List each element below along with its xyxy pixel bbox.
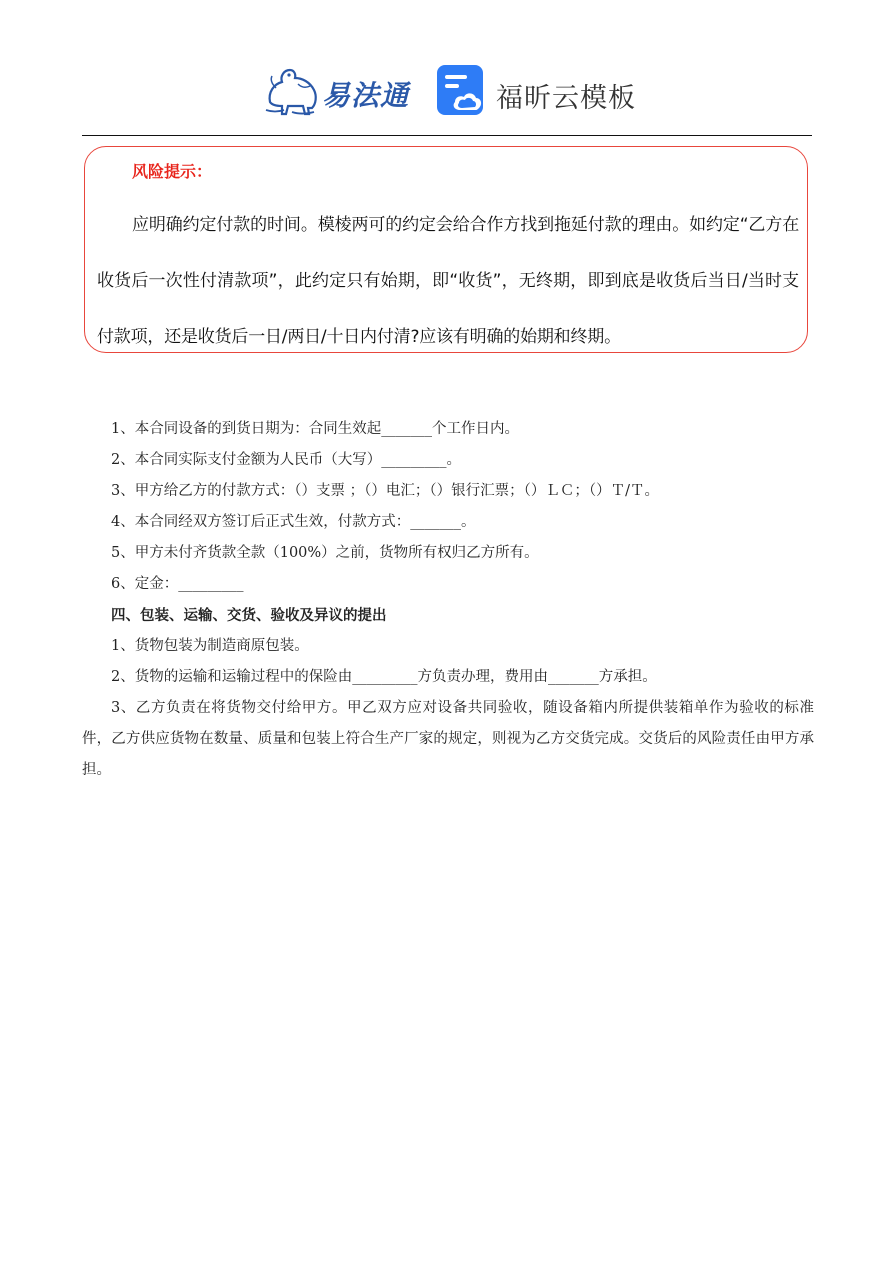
clause-6: 6、定金：_________ (111, 576, 244, 592)
risk-notice-title: 风险提示： (132, 162, 213, 181)
header-divider (82, 135, 812, 136)
section-item-1: 1、货物包装为制造商原包装。 (111, 638, 309, 654)
risk-notice-body: 应明确约定付款的时间。模棱两可的约定会给合作方找到拖延付款的理由。如约定“乙方在收货后一次性付清款项”，此约定只有始期，即“收货”，无终期，即到底是收货后当日/当时支付款项，还是收货后一日/两日/十日内付清?应该有明确的始期和终期。 (97, 215, 799, 347)
foxit-template-logo-text: 福昕云模板 (496, 83, 636, 114)
yifatong-logo-text: 易法通 (322, 79, 410, 112)
cloud-doc-icon (436, 64, 488, 118)
section-heading: 四、包装、运输、交货、验收及异议的提出 (111, 607, 387, 624)
qilin-icon (262, 62, 324, 120)
risk-notice-box (84, 146, 808, 353)
section-item-2: 2、货物的运输和运输过程中的保险由_________方负责办理，费用由_______方承担。 (111, 669, 657, 685)
yifatong-logo (262, 62, 412, 120)
clause-5: 5、甲方未付齐货款全款（100%）之前，货物所有权归乙方所有。 (111, 545, 539, 561)
foxit-template-logo (436, 64, 636, 120)
page-header (0, 58, 893, 124)
clause-3: 3、甲方给乙方的付款方式：（）支票 ；（）电汇；（）银行汇票；（）ＬＣ；（）Ｔ/Ｔ。 (111, 483, 659, 499)
clause-4: 4、本合同经双方签订后正式生效，付款方式：_______。 (111, 514, 476, 530)
section-item-3: 3、乙方负责在将货物交付给甲方。甲乙双方应对设备共同验收，随设备箱内所提供装箱单作为验收的标准件，乙方供应货物在数量、质量和包装上符合生产厂家的规定，则视为乙方交货完成。交货后的风险责任由甲方承担。 (82, 700, 814, 778)
contract-body (82, 414, 814, 786)
clause-2: 2、本合同实际支付金额为人民币（大写）_________。 (111, 452, 461, 468)
clause-1: 1、本合同设备的到货日期为：合同生效起_______个工作日内。 (111, 421, 519, 437)
